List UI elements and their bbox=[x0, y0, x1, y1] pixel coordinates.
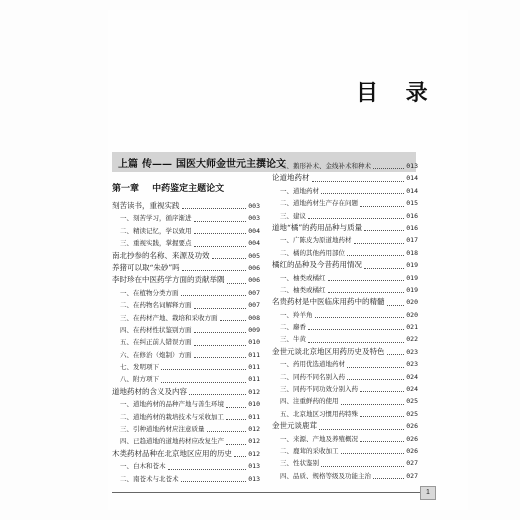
toc-leader-dots bbox=[220, 320, 247, 321]
toc-leader-dots bbox=[182, 270, 247, 271]
toc-entry[interactable] bbox=[112, 312, 260, 324]
toc-entry-page: 003 bbox=[248, 214, 260, 223]
toc-entry-page: 014 bbox=[406, 174, 418, 183]
toc-entry-page: 013 bbox=[248, 462, 260, 471]
toc-leader-dots bbox=[387, 354, 405, 355]
toc-entry-title: 二、道地药材生产存在问题 bbox=[280, 199, 358, 208]
toc-leader-dots bbox=[354, 243, 405, 244]
toc-entry-title: 二、南苍术与北苍术 bbox=[120, 474, 179, 483]
toc-entry[interactable] bbox=[112, 435, 260, 447]
toc-entry-title: 二、道地药材的栽培技术与采收加工 bbox=[120, 412, 224, 421]
toc-leader-dots bbox=[308, 218, 404, 219]
toc-entry-page: 027 bbox=[406, 459, 418, 468]
toc-leader-dots bbox=[194, 308, 247, 309]
toc-leader-dots bbox=[194, 221, 247, 222]
toc-entry[interactable] bbox=[112, 250, 260, 262]
toc-entry-title: 一、在植物分类方面 bbox=[120, 288, 179, 297]
toc-entry-title: 三、建议 bbox=[280, 211, 306, 220]
toc-entry-page: 012 bbox=[248, 449, 260, 458]
part-title: 国医大师金世元主撰论文 bbox=[176, 158, 286, 170]
toc-leader-dots bbox=[207, 431, 247, 432]
toc-leader-dots bbox=[226, 407, 246, 408]
toc-entry[interactable] bbox=[112, 386, 260, 398]
toc-entry[interactable] bbox=[272, 470, 418, 482]
toc-leader-dots bbox=[227, 283, 247, 284]
toc-entry[interactable] bbox=[272, 234, 418, 246]
toc-leader-dots bbox=[182, 208, 247, 209]
toc-entry-page: 026 bbox=[406, 446, 418, 455]
toc-leader-dots bbox=[328, 292, 405, 293]
part-separator: 传—— bbox=[142, 158, 172, 170]
toc-entry-page: 023 bbox=[406, 347, 418, 356]
toc-entry-title: 四、注重鲜药的使用 bbox=[280, 397, 339, 406]
toc-entry-page: 012 bbox=[248, 425, 260, 434]
toc-entry-title: 一、药用优选道地药材 bbox=[280, 360, 345, 369]
toc-entry-title: 三、鹅形补术、金线补术和种术 bbox=[280, 161, 371, 170]
toc-entry-page: 027 bbox=[406, 471, 418, 480]
toc-leader-dots bbox=[321, 466, 404, 467]
toc-entry-title: 道地“橘”的药用品种与质量 bbox=[272, 222, 363, 232]
toc-leader-dots bbox=[315, 317, 405, 318]
toc-entry[interactable] bbox=[272, 358, 418, 370]
toc-leader-dots bbox=[212, 258, 247, 259]
toc-entry-page: 019 bbox=[406, 261, 418, 270]
chapter-title: 中药鉴定主题论文 bbox=[152, 184, 225, 194]
toc-leader-dots bbox=[234, 456, 246, 457]
toc-entry[interactable] bbox=[272, 197, 418, 209]
toc-leader-dots bbox=[373, 478, 404, 479]
toc-leader-dots bbox=[373, 168, 404, 169]
toc-entry[interactable] bbox=[272, 309, 418, 321]
toc-entry-page: 004 bbox=[248, 226, 260, 235]
toc-leader-dots bbox=[328, 280, 405, 281]
toc-entry-title: 一、白木和苍木 bbox=[120, 462, 166, 471]
toc-entry-page: 005 bbox=[248, 251, 260, 260]
toc-leader-dots bbox=[387, 305, 405, 306]
toc-entry[interactable] bbox=[272, 420, 418, 432]
toc-entry[interactable] bbox=[112, 299, 260, 311]
toc-leader-dots bbox=[226, 444, 246, 445]
toc-entry-title: 三、牛黄 bbox=[280, 335, 306, 344]
toc-leader-dots bbox=[181, 295, 247, 296]
toc-entry-page: 025 bbox=[406, 397, 418, 406]
toc-entry-title: 二、麝香 bbox=[280, 323, 306, 332]
toc-entry[interactable] bbox=[272, 284, 418, 296]
toc-entry-title: 二、鹿茸的采收加工 bbox=[280, 446, 339, 455]
toc-leader-dots bbox=[347, 367, 404, 368]
toc-entry-title: 四、品质、规格等级及功能主治 bbox=[280, 471, 371, 480]
toc-entry-page: 011 bbox=[248, 350, 260, 359]
toc-entry[interactable] bbox=[112, 411, 260, 423]
toc-leader-dots bbox=[194, 246, 247, 247]
toc-leader-dots bbox=[321, 193, 404, 194]
toc-leader-dots bbox=[364, 268, 404, 269]
toc-entry[interactable] bbox=[112, 460, 260, 472]
chapter-heading bbox=[112, 178, 260, 200]
toc-leader-dots bbox=[194, 233, 247, 234]
toc-leader-dots bbox=[161, 369, 246, 370]
toc-entry-title: 五、在纠正前人错误方面 bbox=[120, 338, 192, 347]
toc-entry-title: 三、同药不同功效分别入药 bbox=[280, 385, 358, 394]
chapter-number: 第一章 bbox=[112, 184, 140, 194]
toc-entry[interactable] bbox=[112, 423, 260, 435]
toc-entry-title: 刻苦读书，重视实践 bbox=[112, 200, 180, 210]
toc-entry-page: 024 bbox=[406, 385, 418, 394]
toc-leader-dots bbox=[308, 329, 404, 330]
toc-entry-title: 一、道地药材的品种产地与善生环境 bbox=[120, 400, 224, 409]
toc-entry[interactable] bbox=[112, 473, 260, 485]
toc-leader-dots bbox=[181, 481, 247, 482]
toc-entry-page: 020 bbox=[406, 298, 418, 307]
toc-entry[interactable] bbox=[112, 349, 260, 361]
toc-entry[interactable] bbox=[272, 259, 418, 271]
toc-entry[interactable] bbox=[272, 346, 418, 358]
toc-entry[interactable] bbox=[272, 222, 418, 234]
toc-entry-title: 一、刻苦学习，循序渐进 bbox=[120, 214, 192, 223]
toc-entry-title: 三、重视实践，掌握要点 bbox=[120, 239, 192, 248]
toc-entry[interactable] bbox=[112, 324, 260, 336]
toc-entry-title: 金世元谈鹿茸 bbox=[272, 421, 317, 431]
part-label: 上篇 bbox=[118, 158, 138, 170]
toc-entry[interactable] bbox=[112, 274, 260, 286]
toc-entry[interactable] bbox=[272, 395, 418, 407]
toc-entry[interactable] bbox=[272, 185, 418, 197]
toc-entry-title: 道地药材的含义及内容 bbox=[112, 386, 187, 396]
toc-entry-page: 013 bbox=[248, 474, 260, 483]
toc-entry-page: 003 bbox=[248, 201, 260, 210]
toc-entry-page: 023 bbox=[406, 360, 418, 369]
toc-entry[interactable] bbox=[112, 287, 260, 299]
toc-entry-page: 024 bbox=[406, 372, 418, 381]
toc-leader-dots bbox=[360, 441, 404, 442]
toc-leader-dots bbox=[360, 416, 404, 417]
toc-entry-page: 022 bbox=[406, 335, 418, 344]
toc-leader-dots bbox=[312, 181, 405, 182]
toc-leader-dots bbox=[341, 404, 405, 405]
toc-entry-title: 二、橘的其他药用部位 bbox=[280, 248, 345, 257]
toc-entry-title: 论道地药材 bbox=[272, 173, 310, 183]
toc-entry-page: 025 bbox=[406, 409, 418, 418]
toc-entry-title: 三、引种道地药材应注意质量 bbox=[120, 425, 205, 434]
toc-entry[interactable] bbox=[112, 448, 260, 460]
toc-entry-title: 金世元谈北京地区用药历史及特色 bbox=[272, 346, 385, 356]
toc-entry[interactable] bbox=[272, 247, 418, 259]
toc-entry-title: 李时珍在中医药学方面的贡献举隅 bbox=[112, 275, 225, 285]
toc-title: 目 录 bbox=[356, 80, 438, 106]
toc-entry-page: 016 bbox=[406, 211, 418, 220]
footer-rule bbox=[112, 492, 420, 493]
toc-entry-page: 009 bbox=[248, 325, 260, 334]
toc-entry-page: 026 bbox=[406, 422, 418, 431]
toc-entry[interactable] bbox=[272, 408, 418, 420]
toc-entry-page: 010 bbox=[248, 400, 260, 409]
toc-right-list bbox=[272, 160, 418, 482]
toc-entry[interactable] bbox=[272, 457, 418, 469]
toc-entry-page: 020 bbox=[406, 310, 418, 319]
toc-entry[interactable] bbox=[272, 333, 418, 345]
toc-entry[interactable] bbox=[112, 200, 260, 212]
toc-entry[interactable] bbox=[272, 272, 418, 284]
toc-leader-dots bbox=[319, 429, 404, 430]
toc-entry-title: 六、在修治（炮制）方面 bbox=[120, 350, 192, 359]
toc-entry-page: 021 bbox=[406, 323, 418, 332]
toc-entry-title: 养猪可以取“朱砂”吗 bbox=[112, 262, 180, 272]
toc-entry[interactable] bbox=[112, 212, 260, 224]
toc-leader-dots bbox=[194, 345, 247, 346]
toc-entry-title: 一、羚羊角 bbox=[280, 310, 313, 319]
toc-entry-title: 一、道地药材 bbox=[280, 186, 319, 195]
toc-entry-title: 橘红的品种及今昔药用情况 bbox=[272, 260, 362, 270]
toc-entry[interactable] bbox=[272, 296, 418, 308]
toc-leader-dots bbox=[189, 394, 246, 395]
toc-entry-title: 名贵药材是中医临床用药中的精髓 bbox=[272, 297, 385, 307]
toc-entry-title: 五、北京地区习惯用药特殊 bbox=[280, 409, 358, 418]
toc-leader-dots bbox=[347, 379, 404, 380]
toc-leader-dots bbox=[360, 391, 404, 392]
toc-leader-dots bbox=[364, 230, 404, 231]
toc-leader-dots bbox=[194, 357, 247, 358]
toc-entry-title: 南北抄参的名称、来源及功效 bbox=[112, 250, 210, 260]
toc-leader-dots bbox=[308, 342, 404, 343]
toc-entry-title: 四、已趋道地的道地药材应改复生产 bbox=[120, 437, 224, 446]
toc-entry-title: 八、附方项下 bbox=[120, 375, 159, 384]
toc-leader-dots bbox=[168, 469, 247, 470]
toc-leader-dots bbox=[341, 453, 405, 454]
page-number: 1 bbox=[420, 486, 436, 500]
toc-entry-title: 二、精读记忆，学以致用 bbox=[120, 226, 192, 235]
toc-entry[interactable] bbox=[112, 398, 260, 410]
toc-left-list bbox=[112, 200, 260, 485]
toc-entry-page: 008 bbox=[248, 313, 260, 322]
toc-entry-page: 012 bbox=[248, 387, 260, 396]
toc-entry-page: 026 bbox=[406, 434, 418, 443]
toc-entry-page: 018 bbox=[406, 248, 418, 257]
toc-right-column bbox=[272, 160, 418, 482]
toc-entry-page: 019 bbox=[406, 285, 418, 294]
toc-entry-title: 二、在药物名词解释方面 bbox=[120, 301, 192, 310]
toc-entry-page: 011 bbox=[248, 363, 260, 372]
toc-entry[interactable] bbox=[112, 373, 260, 385]
toc-entry-page: 014 bbox=[406, 186, 418, 195]
toc-entry-page: 011 bbox=[248, 375, 260, 384]
toc-leader-dots bbox=[226, 419, 246, 420]
toc-entry-page: 011 bbox=[248, 412, 260, 421]
toc-entry-page: 012 bbox=[248, 437, 260, 446]
toc-entry-page: 007 bbox=[248, 288, 260, 297]
toc-leader-dots bbox=[360, 206, 404, 207]
toc-leader-dots bbox=[161, 382, 246, 383]
toc-entry[interactable] bbox=[272, 433, 418, 445]
toc-entry-page: 015 bbox=[406, 199, 418, 208]
toc-entry-page: 017 bbox=[406, 236, 418, 245]
toc-entry-title: 七、发明项下 bbox=[120, 363, 159, 372]
toc-entry-title: 三、在药材产地、栽培和采收方面 bbox=[120, 313, 218, 322]
toc-entry-page: 016 bbox=[406, 223, 418, 232]
toc-leader-dots bbox=[347, 255, 404, 256]
toc-entry-title: 二、柚类或橘红 bbox=[280, 285, 326, 294]
toc-entry[interactable] bbox=[272, 445, 418, 457]
toc-entry[interactable] bbox=[112, 225, 260, 237]
toc-entry[interactable] bbox=[112, 237, 260, 249]
toc-entry-page: 006 bbox=[248, 263, 260, 272]
toc-entry[interactable] bbox=[272, 210, 418, 222]
toc-entry-title: 一、来源、产地及养殖概况 bbox=[280, 434, 358, 443]
toc-entry[interactable] bbox=[112, 361, 260, 373]
toc-entry-title: 四、在药材性状鉴别方面 bbox=[120, 325, 192, 334]
toc-entry-page: 013 bbox=[406, 161, 418, 170]
toc-entry-page: 007 bbox=[248, 301, 260, 310]
toc-entry-page: 010 bbox=[248, 338, 260, 347]
toc-entry-title: 木类药材品种在北京地区应用的历史 bbox=[112, 448, 232, 458]
toc-left-column bbox=[112, 178, 260, 485]
toc-entry[interactable] bbox=[272, 321, 418, 333]
toc-entry-title: 一、柚类或橘红 bbox=[280, 273, 326, 282]
toc-entry[interactable] bbox=[272, 383, 418, 395]
toc-entry-page: 006 bbox=[248, 276, 260, 285]
toc-entry[interactable] bbox=[272, 172, 418, 184]
toc-entry-title: 三、性状鉴别 bbox=[280, 459, 319, 468]
toc-entry-title: 一、广陈皮为原道地药材 bbox=[280, 236, 352, 245]
toc-entry-page: 004 bbox=[248, 239, 260, 248]
toc-entry[interactable] bbox=[112, 336, 260, 348]
toc-leader-dots bbox=[194, 332, 247, 333]
toc-entry[interactable] bbox=[272, 371, 418, 383]
toc-entry-page: 019 bbox=[406, 273, 418, 282]
toc-entry[interactable] bbox=[112, 262, 260, 274]
toc-entry-title: 二、同药不同名别入药 bbox=[280, 372, 345, 381]
toc-entry[interactable] bbox=[272, 160, 418, 172]
